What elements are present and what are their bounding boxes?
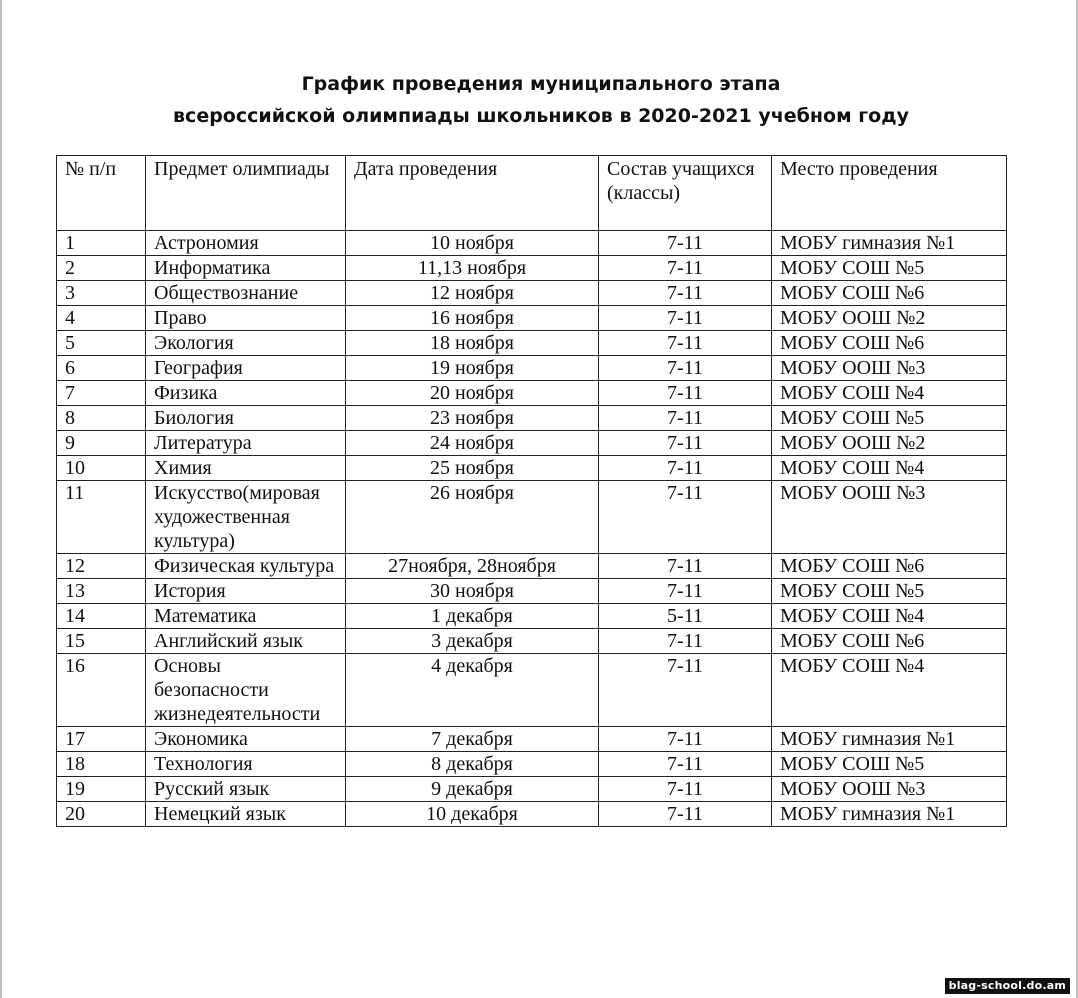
cell-date: 7 декабря <box>346 727 599 752</box>
cell-grades: 7-11 <box>599 331 772 356</box>
cell-grades: 7-11 <box>599 381 772 406</box>
cell-place: МОБУ СОШ №6 <box>772 554 1007 579</box>
table-row <box>57 256 1007 281</box>
cell-num: 20 <box>57 802 146 827</box>
cell-subject: Технология <box>146 752 346 777</box>
cell-date: 10 декабря <box>346 802 599 827</box>
cell-date: 18 ноября <box>346 331 599 356</box>
cell-num: 4 <box>57 306 146 331</box>
cell-date: 4 декабря <box>346 654 599 727</box>
cell-place: МОБУ гимназия №1 <box>772 231 1007 256</box>
table-row <box>57 777 1007 802</box>
title-line-1: График проведения муниципального этапа <box>301 73 781 95</box>
cell-num: 2 <box>57 256 146 281</box>
cell-subject: Биология <box>146 406 346 431</box>
table-row <box>57 431 1007 456</box>
table-row <box>57 281 1007 306</box>
header-num: № п/п <box>57 156 146 231</box>
cell-subject: Искусство(мировая художественная культура) <box>146 481 346 554</box>
cell-subject: Право <box>146 306 346 331</box>
cell-subject: Информатика <box>146 256 346 281</box>
cell-grades: 7-11 <box>599 752 772 777</box>
olympiad-schedule-table <box>56 155 1007 827</box>
header-grades: Состав учащихся (классы) <box>599 156 772 231</box>
cell-subject: Обществознание <box>146 281 346 306</box>
table-row <box>57 654 1007 727</box>
cell-subject: История <box>146 579 346 604</box>
cell-num: 19 <box>57 777 146 802</box>
cell-date: 10 ноября <box>346 231 599 256</box>
cell-place: МОБУ СОШ №5 <box>772 256 1007 281</box>
cell-subject: Английский язык <box>146 629 346 654</box>
cell-num: 7 <box>57 381 146 406</box>
table-row <box>57 381 1007 406</box>
site-watermark: blag-school.do.am <box>945 978 1070 994</box>
cell-grades: 7-11 <box>599 406 772 431</box>
cell-date: 27ноября, 28ноября <box>346 554 599 579</box>
cell-subject: Экология <box>146 331 346 356</box>
cell-place: МОБУ ООШ №3 <box>772 356 1007 381</box>
document-title <box>2 68 1078 132</box>
cell-subject: Литература <box>146 431 346 456</box>
table-row <box>57 802 1007 827</box>
cell-date: 11,13 ноября <box>346 256 599 281</box>
table-row <box>57 604 1007 629</box>
cell-subject: Физика <box>146 381 346 406</box>
cell-place: МОБУ СОШ №5 <box>772 406 1007 431</box>
title-line-2: всероссийской олимпиады школьников в 2020-2021 учебном году <box>173 105 909 127</box>
header-row <box>57 156 1007 231</box>
cell-num: 17 <box>57 727 146 752</box>
cell-place: МОБУ ООШ №3 <box>772 777 1007 802</box>
cell-place: МОБУ ООШ №2 <box>772 306 1007 331</box>
cell-place: МОБУ гимназия №1 <box>772 802 1007 827</box>
cell-place: МОБУ СОШ №5 <box>772 579 1007 604</box>
cell-num: 9 <box>57 431 146 456</box>
cell-num: 16 <box>57 654 146 727</box>
table-row <box>57 406 1007 431</box>
cell-num: 10 <box>57 456 146 481</box>
cell-place: МОБУ СОШ №4 <box>772 456 1007 481</box>
cell-grades: 7-11 <box>599 579 772 604</box>
cell-subject: Экономика <box>146 727 346 752</box>
cell-date: 25 ноября <box>346 456 599 481</box>
cell-grades: 7-11 <box>599 431 772 456</box>
cell-grades: 7-11 <box>599 654 772 727</box>
cell-num: 18 <box>57 752 146 777</box>
cell-date: 8 декабря <box>346 752 599 777</box>
table-row <box>57 629 1007 654</box>
cell-num: 1 <box>57 231 146 256</box>
cell-place: МОБУ СОШ №6 <box>772 331 1007 356</box>
cell-date: 24 ноября <box>346 431 599 456</box>
cell-grades: 7-11 <box>599 727 772 752</box>
cell-date: 30 ноября <box>346 579 599 604</box>
cell-date: 23 ноября <box>346 406 599 431</box>
header-place: Место проведения <box>772 156 1007 231</box>
cell-grades: 7-11 <box>599 481 772 554</box>
table-row <box>57 456 1007 481</box>
cell-place: МОБУ СОШ №4 <box>772 381 1007 406</box>
cell-date: 26 ноября <box>346 481 599 554</box>
cell-grades: 7-11 <box>599 554 772 579</box>
table-row <box>57 752 1007 777</box>
cell-grades: 7-11 <box>599 456 772 481</box>
table-row <box>57 727 1007 752</box>
cell-subject: Немецкий язык <box>146 802 346 827</box>
cell-grades: 7-11 <box>599 281 772 306</box>
cell-grades: 7-11 <box>599 629 772 654</box>
cell-date: 19 ноября <box>346 356 599 381</box>
cell-date: 3 декабря <box>346 629 599 654</box>
cell-grades: 7-11 <box>599 306 772 331</box>
cell-num: 3 <box>57 281 146 306</box>
cell-place: МОБУ СОШ №5 <box>772 752 1007 777</box>
table-row <box>57 306 1007 331</box>
cell-num: 12 <box>57 554 146 579</box>
cell-grades: 7-11 <box>599 777 772 802</box>
table-row <box>57 554 1007 579</box>
header-date: Дата проведения <box>346 156 599 231</box>
table-row <box>57 481 1007 554</box>
cell-subject: Астрономия <box>146 231 346 256</box>
cell-num: 13 <box>57 579 146 604</box>
cell-subject: Русский язык <box>146 777 346 802</box>
cell-subject: География <box>146 356 346 381</box>
cell-grades: 7-11 <box>599 256 772 281</box>
cell-subject: Математика <box>146 604 346 629</box>
cell-date: 9 декабря <box>346 777 599 802</box>
cell-grades: 7-11 <box>599 802 772 827</box>
cell-place: МОБУ СОШ №4 <box>772 604 1007 629</box>
cell-subject: Химия <box>146 456 346 481</box>
table-row <box>57 579 1007 604</box>
cell-date: 1 декабря <box>346 604 599 629</box>
cell-num: 8 <box>57 406 146 431</box>
cell-grades: 7-11 <box>599 231 772 256</box>
cell-place: МОБУ СОШ №4 <box>772 654 1007 727</box>
cell-date: 20 ноября <box>346 381 599 406</box>
cell-date: 12 ноября <box>346 281 599 306</box>
cell-num: 6 <box>57 356 146 381</box>
cell-place: МОБУ СОШ №6 <box>772 281 1007 306</box>
header-subject: Предмет олимпиады <box>146 156 346 231</box>
cell-place: МОБУ ООШ №2 <box>772 431 1007 456</box>
table-row <box>57 356 1007 381</box>
cell-place: МОБУ СОШ №6 <box>772 629 1007 654</box>
cell-place: МОБУ гимназия №1 <box>772 727 1007 752</box>
cell-num: 5 <box>57 331 146 356</box>
cell-subject: Физическая культура <box>146 554 346 579</box>
table-row <box>57 231 1007 256</box>
cell-grades: 7-11 <box>599 356 772 381</box>
cell-subject: Основы безопасности жизнедеятельности <box>146 654 346 727</box>
cell-grades: 5-11 <box>599 604 772 629</box>
cell-place: МОБУ ООШ №3 <box>772 481 1007 554</box>
table-row <box>57 331 1007 356</box>
cell-date: 16 ноября <box>346 306 599 331</box>
cell-num: 14 <box>57 604 146 629</box>
cell-num: 15 <box>57 629 146 654</box>
cell-num: 11 <box>57 481 146 554</box>
